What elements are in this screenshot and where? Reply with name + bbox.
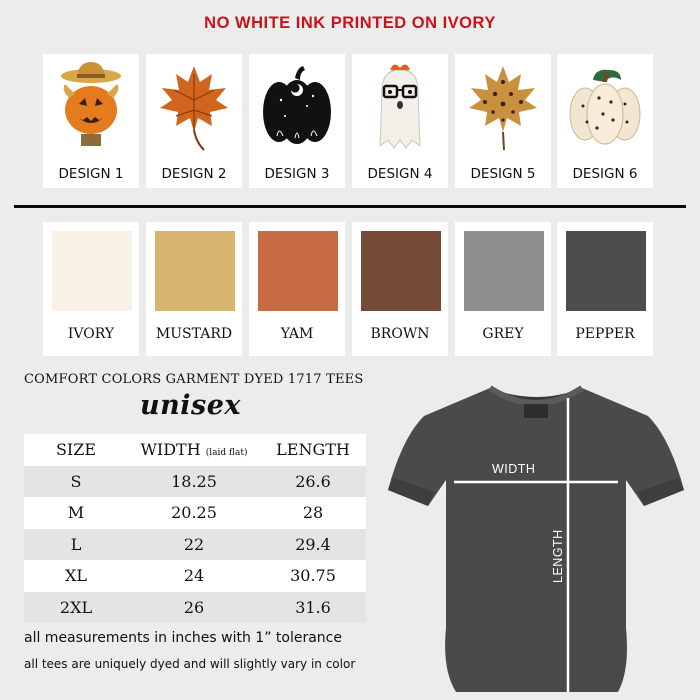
cell-width: 20.25	[171, 503, 217, 523]
design-label: DESIGN 1	[58, 166, 124, 182]
design-label: DESIGN 4	[367, 166, 433, 182]
design-card-1[interactable]	[43, 54, 139, 188]
design-card-4[interactable]	[352, 54, 448, 188]
leopard-leaf-icon	[463, 60, 543, 154]
color-label: PEPPER	[575, 326, 635, 342]
design-card-3[interactable]	[249, 54, 345, 188]
cell-length: 26.6	[295, 471, 331, 491]
color-card-pepper[interactable]	[557, 222, 653, 356]
cell-length: 29.4	[295, 534, 331, 554]
size-chart-table	[24, 434, 366, 623]
color-card-yam[interactable]	[249, 222, 345, 356]
color-swatch	[361, 231, 441, 311]
cell-length: 30.75	[290, 566, 336, 586]
section-divider	[14, 205, 686, 208]
table-row	[24, 466, 366, 498]
cell-length: 31.6	[295, 597, 331, 617]
cell-width: 18.25	[171, 471, 217, 491]
cell-width: 26	[183, 597, 205, 617]
tshirt-image	[386, 378, 686, 694]
cell-size: XL	[64, 566, 87, 586]
color-card-grey[interactable]	[455, 222, 551, 356]
table-row	[24, 592, 366, 624]
table-row	[24, 529, 366, 561]
cell-size: M	[67, 503, 85, 523]
table-header-row	[24, 434, 366, 466]
design-label: DESIGN 2	[161, 166, 227, 182]
table-row	[24, 560, 366, 592]
header-width-note: (laid flat)	[205, 448, 248, 459]
color-swatch	[258, 231, 338, 311]
black-pumpkin-icon	[257, 60, 337, 154]
design-label: DESIGN 6	[572, 166, 638, 182]
cell-size: 2XL	[59, 597, 93, 617]
header-size: SIZE	[55, 440, 97, 460]
design-card-5[interactable]	[455, 54, 551, 188]
measurement-note: all measurements in inches with 1” tolerance	[24, 630, 342, 646]
cell-width: 24	[183, 566, 205, 586]
color-label: GREY	[482, 326, 524, 342]
spec-title: COMFORT COLORS GARMENT DYED 1717 TEES	[24, 372, 364, 387]
color-swatch	[566, 231, 646, 311]
color-label: MUSTARD	[155, 326, 233, 342]
color-card-brown[interactable]	[352, 222, 448, 356]
header-width	[128, 434, 260, 466]
color-swatch	[52, 231, 132, 311]
unisex-heading: unisex	[140, 390, 241, 421]
cell-size: S	[70, 471, 82, 491]
scarecrow-pumpkin-icon	[51, 60, 131, 154]
color-card-ivory[interactable]	[43, 222, 139, 356]
table-row	[24, 497, 366, 529]
header-width-label: WIDTH	[140, 440, 201, 460]
maple-leaf-icon	[154, 60, 234, 154]
design-label: DESIGN 5	[470, 166, 536, 182]
header-length: LENGTH	[276, 440, 350, 460]
cell-width: 22	[183, 534, 205, 554]
length-measure-label: LENGTH	[551, 529, 565, 583]
color-label: BROWN	[370, 326, 430, 342]
color-swatch	[464, 231, 544, 311]
color-label: IVORY	[67, 326, 115, 342]
color-label: YAM	[280, 326, 314, 342]
ghost-with-glasses-icon	[360, 60, 440, 154]
design-label: DESIGN 3	[264, 166, 330, 182]
design-card-2[interactable]	[146, 54, 242, 188]
dye-note: all tees are uniquely dyed and will slightly vary in color	[24, 657, 356, 671]
width-measure-label: WIDTH	[492, 462, 536, 476]
color-swatch	[155, 231, 235, 311]
cell-length: 28	[302, 503, 324, 523]
banner-text: NO WHITE INK PRINTED ON IVORY	[204, 14, 496, 32]
polka-dot-pumpkin-icon	[565, 60, 645, 154]
design-card-6[interactable]	[557, 54, 653, 188]
cell-size: L	[70, 534, 82, 554]
color-card-mustard[interactable]	[146, 222, 242, 356]
